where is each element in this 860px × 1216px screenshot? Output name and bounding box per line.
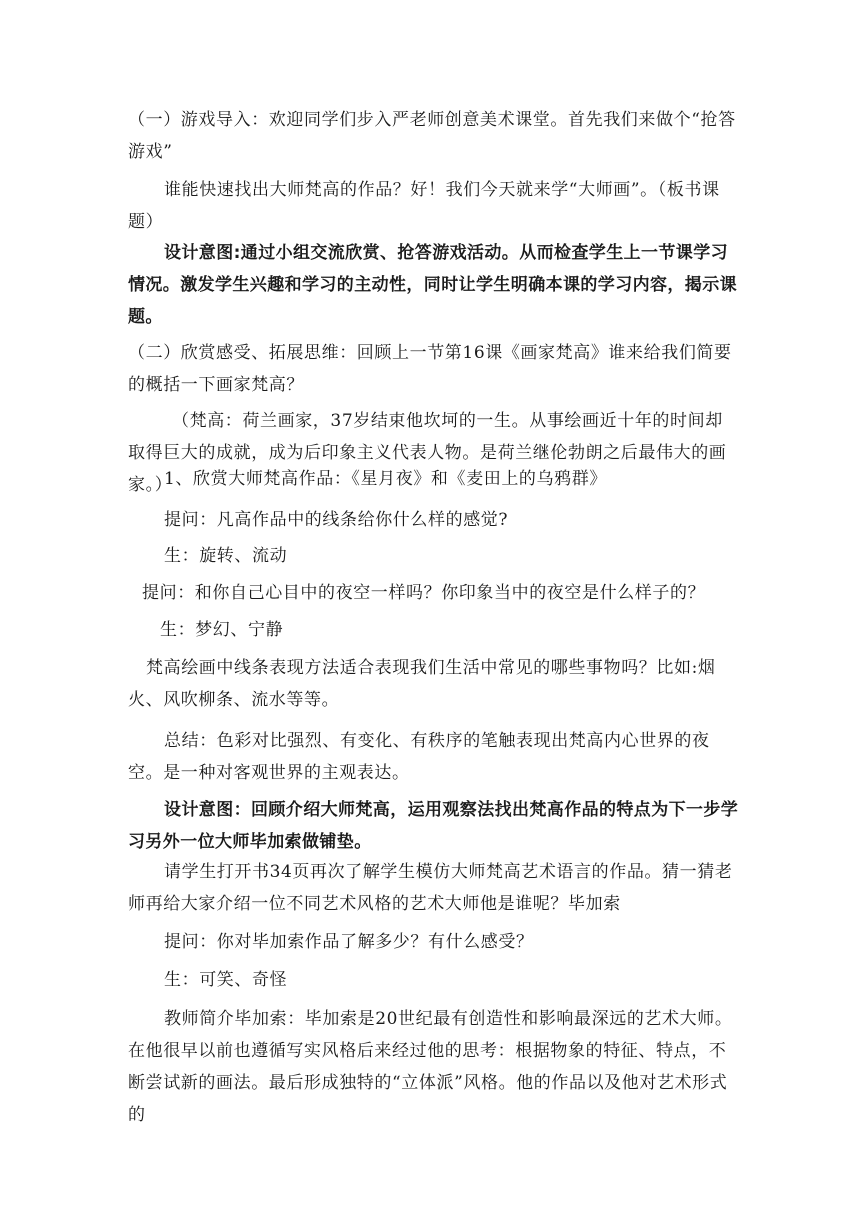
paragraph-design-intent-1: 设计意图:通过小组交流欣赏、抢答游戏活动。从而检查学生上一节课学习情况。激发学生兴趣和学习的主动性，同时让学生明确本课的学习内容，揭示课题。: [128, 243, 737, 327]
paragraph-appreciation-intro: （二）欣赏感受、拓展思维：回顾上一节第16课《画家梵高》谁来给我们简要的概括一下画家梵高？: [128, 343, 732, 395]
paragraph-answer-dreamy: 生：梦幻、宁静: [160, 620, 284, 640]
paragraph-open-book: 请学生打开书34页再次了解学生模仿大师梵高艺术语言的作品。猜一猜老师再给大家介绍一位不同艺术风格的艺术大师他是谁呢？毕加索: [128, 862, 733, 914]
paragraph-design-intent-2: 设计意图：回顾介绍大师梵高，运用观察法找出梵高作品的特点为下一步学习另外一位大师毕加索做铺垫。: [128, 800, 739, 852]
paragraph-game-intro: （一）游戏导入：欢迎同学们步入严老师创意美术课堂。首先我们来做个“抢答游戏”: [128, 110, 736, 162]
paragraph-summary: 总结：色彩对比强烈、有变化、有秩序的笔触表现出梵高内心世界的夜空。是一种对客观世界的主观表达。: [128, 731, 710, 783]
paragraph-answer-funny: 生：可笑、奇怪: [164, 970, 288, 990]
paragraph-find-van-gogh: 谁能快速找出大师梵高的作品？好！我们今天就来学“大师画”。（板书课题）: [128, 180, 720, 232]
paragraph-question-lines: 提问：凡高作品中的线条给你什么样的感觉?: [164, 510, 509, 530]
paragraph-picasso-intro: 教师简介毕加索：毕加索是20世纪最有创造性和影响最深远的艺术大师。在他很早以前也遵循写实风格后来经过他的思考：根据物象的特征、特点，不断尝试新的画法。最后形成独特的“立体派”风格。他的作品以及他对艺术形式的: [128, 1009, 733, 1125]
paragraph-question-night-sky: 提问：和你自己心目中的夜空一样吗？你印象当中的夜空是什么样子的？: [142, 583, 706, 603]
paragraph-appreciate-works: 1、欣赏大师梵高作品：《星月夜》和《麦田上的乌鸦群》: [164, 469, 607, 489]
paragraph-line-methods: 梵高绘画中线条表现方法适合表现我们生活中常见的哪些事物吗？比如:烟火、风吹柳条、流水等等。: [128, 658, 716, 710]
paragraph-van-gogh-bio: （梵高：荷兰画家，37岁结束他坎坷的一生。从事绘画近十年的时间却取得巨大的成就，成为后印象主义代表人物。是荷兰继伦勃朗之后最伟大的画家。）: [128, 411, 727, 495]
paragraph-answer-rotate: 生：旋转、流动: [164, 546, 288, 566]
paragraph-question-picasso: 提问：你对毕加索作品了解多少？有什么感受？: [164, 932, 534, 952]
